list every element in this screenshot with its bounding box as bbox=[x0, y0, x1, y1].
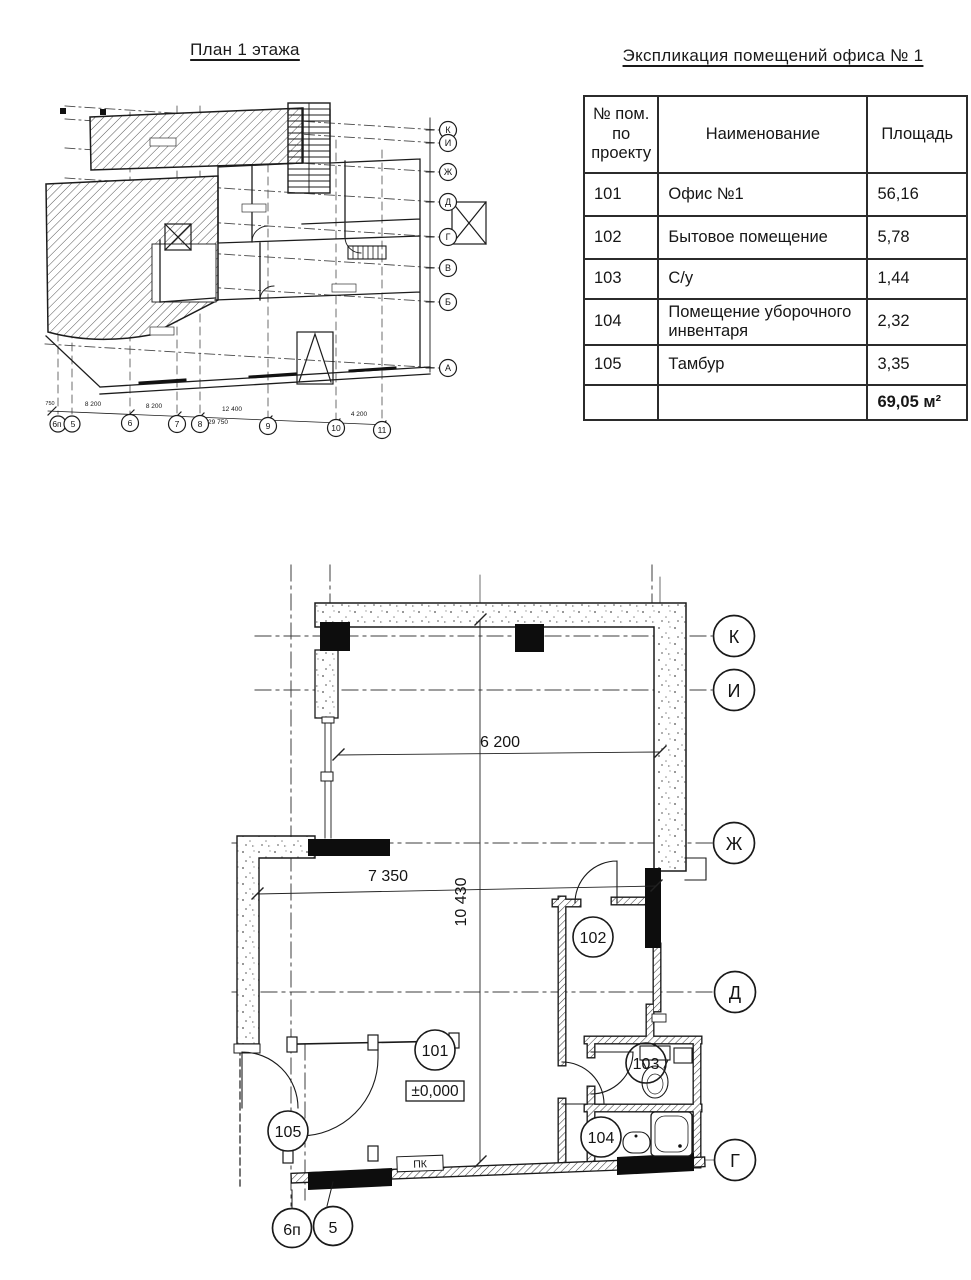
large-plan-grid-bubbles bbox=[273, 1182, 353, 1248]
svg-text:11: 11 bbox=[377, 425, 387, 435]
svg-text:Ж: Ж bbox=[725, 834, 743, 854]
svg-text:103: 103 bbox=[632, 1056, 660, 1073]
room-name-cell: Тамбур bbox=[658, 345, 867, 385]
window-mullion bbox=[321, 717, 334, 838]
small-plan-axis-ruler bbox=[426, 118, 434, 372]
svg-text:А: А bbox=[444, 363, 452, 373]
room-area-cell: 2,32 bbox=[867, 299, 967, 345]
svg-text:101: 101 bbox=[421, 1043, 449, 1060]
room-area-cell: 1,44 bbox=[867, 259, 967, 299]
svg-text:Д: Д bbox=[728, 983, 742, 1003]
room-number-cell: 104 bbox=[584, 299, 658, 345]
concrete-walls bbox=[234, 603, 706, 1053]
total-area-cell: 69,05 м² bbox=[867, 385, 967, 420]
room-area-cell: 56,16 bbox=[867, 173, 967, 216]
svg-text:8: 8 bbox=[197, 419, 203, 429]
svg-text:И: И bbox=[444, 138, 452, 148]
small-plan-window-marks bbox=[140, 368, 395, 383]
svg-text:6п: 6п bbox=[52, 419, 62, 429]
svg-text:8 200: 8 200 bbox=[145, 403, 163, 410]
svg-text:Г: Г bbox=[730, 1151, 740, 1171]
room-number-cell: 101 bbox=[584, 173, 658, 216]
ramp-icon bbox=[297, 332, 333, 384]
room-area-cell: 3,35 bbox=[867, 345, 967, 385]
small-plan-axis-labels bbox=[444, 125, 453, 373]
svg-text:102: 102 bbox=[579, 930, 607, 947]
room-number-cell: 102 bbox=[584, 216, 658, 259]
svg-text:И: И bbox=[727, 681, 741, 701]
svg-text:6п: 6п bbox=[283, 1222, 301, 1239]
svg-text:7: 7 bbox=[174, 419, 180, 429]
col-header-number: № пом. по проекту bbox=[584, 96, 658, 173]
svg-text:5: 5 bbox=[70, 419, 76, 429]
room-name-cell: С/у bbox=[658, 259, 867, 299]
small-plan-title: План 1 этажа bbox=[190, 40, 300, 59]
svg-text:В: В bbox=[444, 263, 452, 273]
svg-text:750: 750 bbox=[45, 401, 55, 407]
explication-title: Экспликация помещений офиса № 1 bbox=[622, 46, 924, 65]
dimension-10430 bbox=[475, 614, 486, 1167]
svg-text:10: 10 bbox=[331, 423, 341, 433]
svg-text:29 750: 29 750 bbox=[208, 419, 228, 426]
dimension-7350-text: 7 350 bbox=[367, 868, 409, 885]
large-floor-plan bbox=[232, 565, 756, 1248]
room-name-cell: Бытовое помещение bbox=[658, 216, 867, 259]
shower-icon bbox=[651, 1112, 692, 1156]
wall-tag-pk bbox=[397, 1155, 443, 1172]
svg-text:К: К bbox=[728, 627, 740, 647]
col-header-name: Наименование bbox=[658, 96, 867, 173]
svg-text:12 400: 12 400 bbox=[222, 406, 242, 413]
svg-text:Г: Г bbox=[445, 232, 451, 242]
col-header-area: Площадь bbox=[867, 96, 967, 173]
svg-text:Б: Б bbox=[445, 297, 451, 307]
svg-text:105: 105 bbox=[274, 1124, 302, 1141]
svg-text:104: 104 bbox=[587, 1130, 615, 1147]
small-ladder-icon bbox=[348, 246, 386, 259]
svg-text:6: 6 bbox=[127, 418, 133, 428]
dimension-6200-text: 6 200 bbox=[479, 734, 521, 751]
room-name-cell: Помещение уборочного инвентаря bbox=[658, 299, 867, 345]
svg-text:±0,000: ±0,000 bbox=[411, 1083, 459, 1100]
large-plan-axis-bubbles bbox=[714, 616, 756, 1181]
dimension-10430-text: 10 430 bbox=[453, 877, 470, 927]
room-number-cell: 105 bbox=[584, 345, 658, 385]
svg-text:4 200: 4 200 bbox=[350, 411, 368, 418]
room-name-cell: Офис №1 bbox=[658, 173, 867, 216]
room-number-cell: 103 bbox=[584, 259, 658, 299]
svg-text:5: 5 bbox=[328, 1220, 338, 1237]
small-plan-axis-bubbles bbox=[440, 122, 457, 377]
svg-text:8 200: 8 200 bbox=[84, 401, 102, 408]
small-floor-plan bbox=[45, 103, 486, 439]
sink-icon bbox=[623, 1132, 650, 1153]
svg-text:ПК: ПК bbox=[413, 1158, 428, 1171]
svg-text:Ж: Ж bbox=[443, 167, 453, 177]
svg-text:К: К bbox=[445, 125, 451, 135]
svg-text:Д: Д bbox=[444, 197, 452, 207]
svg-text:9: 9 bbox=[265, 421, 271, 431]
room-area-cell: 5,78 bbox=[867, 216, 967, 259]
elevation-mark bbox=[406, 1081, 464, 1101]
